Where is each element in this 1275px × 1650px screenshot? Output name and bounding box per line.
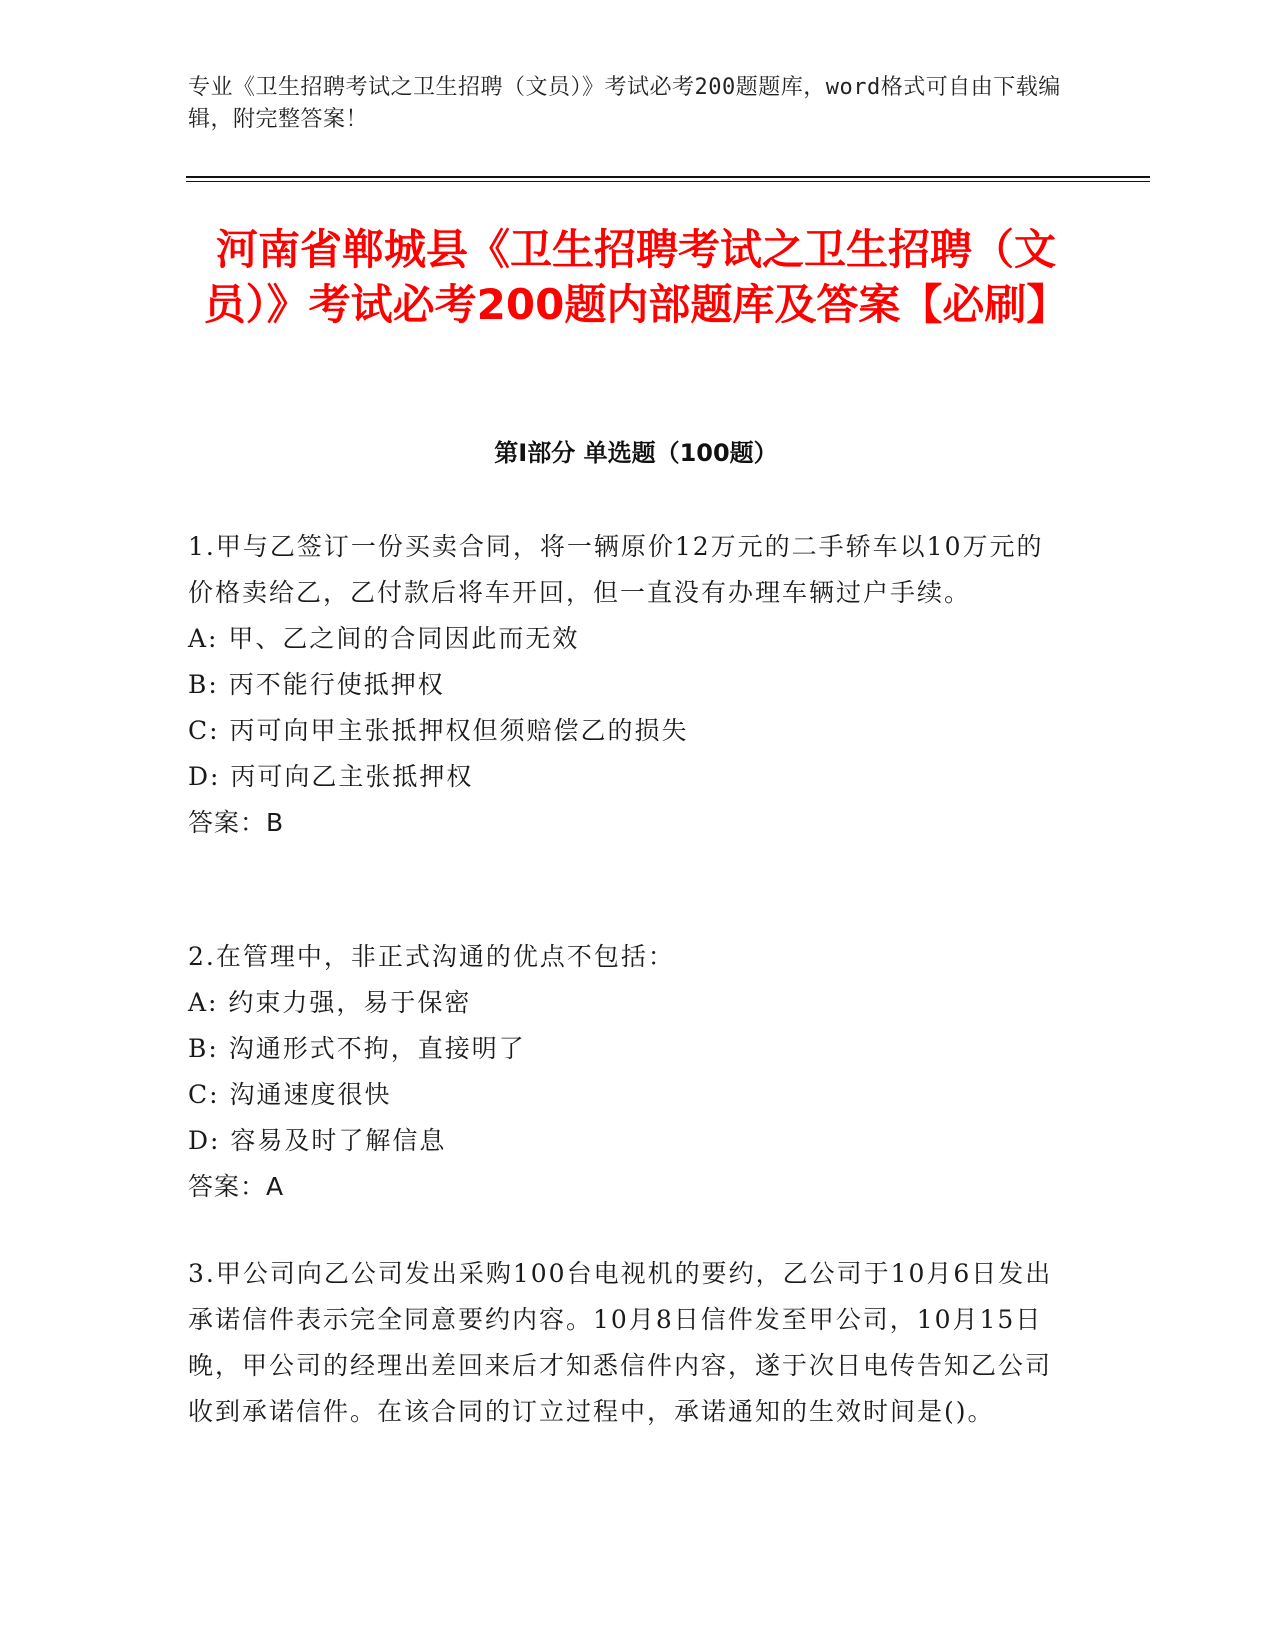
answer: 答案：B [188, 808, 285, 837]
option-a: A: 甲、乙之间的合同因此而无效 [188, 624, 580, 653]
option-c: C: 沟通速度很快 [188, 1080, 392, 1109]
question-2 [188, 934, 1068, 1210]
header-note: 专业《卫生招聘考试之卫生招聘（文员）》考试必考200题题库，word格式可自由下载编辑，附完整答案！ [188, 75, 1061, 132]
section-heading: 第I部分 单选题（100题） [494, 439, 778, 467]
question-1 [188, 524, 1068, 846]
option-b: B: 丙不能行使抵押权 [188, 670, 445, 699]
option-d: D: 丙可向乙主张抵押权 [188, 762, 474, 791]
option-c: C: 丙可向甲主张抵押权但须赔偿乙的损失 [188, 716, 689, 745]
document-title: 河南省郸城县《卫生招聘考试之卫生招聘（文员）》考试必考200题内部题库及答案【必刷】 [203, 225, 1069, 329]
answer: 答案：A [188, 1172, 285, 1201]
header-divider-thin [186, 181, 1150, 182]
question-3 [188, 1251, 1068, 1435]
option-b: B: 沟通形式不拘，直接明了 [188, 1034, 526, 1063]
question-stem: 1.甲与乙签订一份买卖合同，将一辆原价12万元的二手轿车以10万元的价格卖给乙，乙付款后将车开回，但一直没有办理车辆过户手续。 [188, 532, 1044, 607]
question-stem: 3.甲公司向乙公司发出采购100台电视机的要约，乙公司于10月6日发出承诺信件表示完全同意要约内容。10月8日信件发至甲公司，10月15日晚，甲公司的经理出差回来后才知悉信件内容，遂于次日电传告知乙公司收到承诺信件。在该合同的订立过程中，承诺通知的生效时间是()。 [188, 1259, 1053, 1426]
option-d: D: 容易及时了解信息 [188, 1126, 447, 1155]
option-a: A: 约束力强，易于保密 [188, 988, 472, 1017]
question-stem: 2.在管理中，非正式沟通的优点不包括： [188, 942, 675, 971]
header-divider-thick [186, 176, 1150, 178]
